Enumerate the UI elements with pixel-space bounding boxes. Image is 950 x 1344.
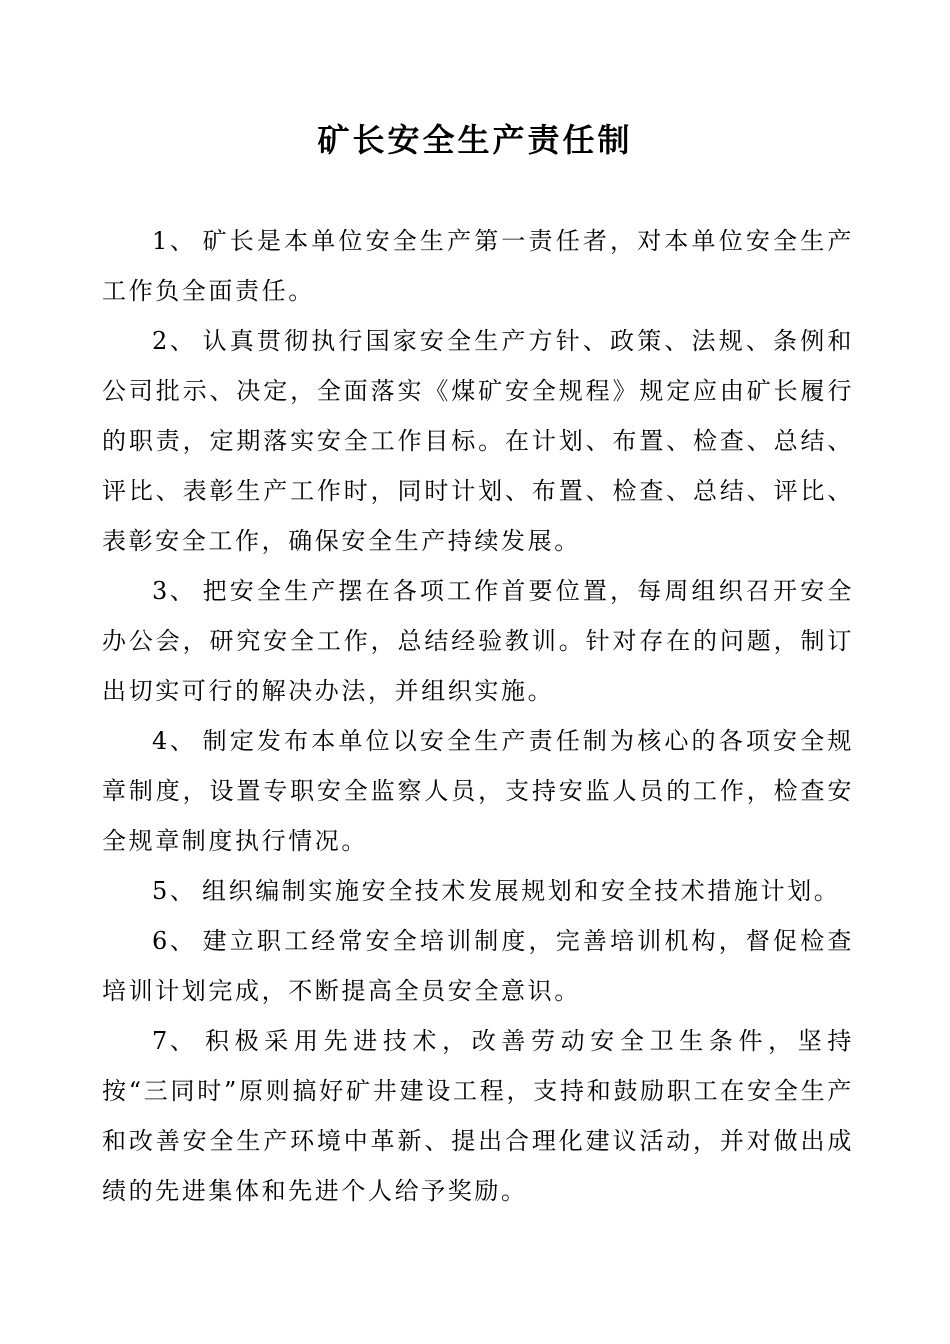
list-item: [102, 716, 854, 866]
item-text: 制定发布本单位以安全生产责任制为核心的各项安全规章制度，设置专职安全监察人员，支持安监人员的工作，检查安全规章制度执行情况。: [102, 727, 854, 855]
item-text: 认真贯彻执行国家安全生产方针、政策、法规、条例和公司批示、决定，全面落实《煤矿安全规程》规定应由矿长履行的职责，定期落实安全工作目标。在计划、布置、检查、总结、评比、表彰生产工作时，同时计划、布置、检查、总结、评比、表彰安全工作，确保安全生产持续发展。: [102, 327, 854, 555]
list-item: [102, 316, 854, 566]
item-number: 1、: [152, 227, 197, 255]
list-item: [102, 866, 854, 916]
list-item: [102, 566, 854, 716]
item-text: 组织编制实施安全技术发展规划和安全技术措施计划。: [202, 877, 841, 905]
item-text: 积极采用先进技术，改善劳动安全卫生条件，坚持按“三同时”原则搞好矿井建设工程，支持和鼓励职工在安全生产和改善安全生产环境中革新、提出合理化建议活动，并对做出成绩的先进集体和先进个人给予奖励。: [102, 1027, 854, 1205]
item-number: 6、: [152, 927, 197, 955]
item-text: 把安全生产摆在各项工作首要位置，每周组织召开安全办公会，研究安全工作，总结经验教训。针对存在的问题，制订出切实可行的解决办法，并组织实施。: [102, 577, 854, 705]
document-body: [102, 216, 854, 1216]
item-number: 4、: [152, 727, 197, 755]
item-text: 建立职工经常安全培训制度，完善培训机构，督促检查培训计划完成，不断提高全员安全意识。: [102, 927, 854, 1005]
item-text: 矿长是本单位安全生产第一责任者，对本单位安全生产工作负全面责任。: [102, 227, 854, 305]
list-item: [102, 1016, 854, 1216]
list-item: [102, 916, 854, 1016]
list-item: [102, 216, 854, 316]
item-number: 7、: [152, 1027, 197, 1055]
item-number: 5、: [152, 877, 197, 905]
document-title: 矿长安全生产责任制: [317, 121, 633, 159]
item-number: 3、: [152, 577, 197, 605]
item-number: 2、: [152, 327, 197, 355]
